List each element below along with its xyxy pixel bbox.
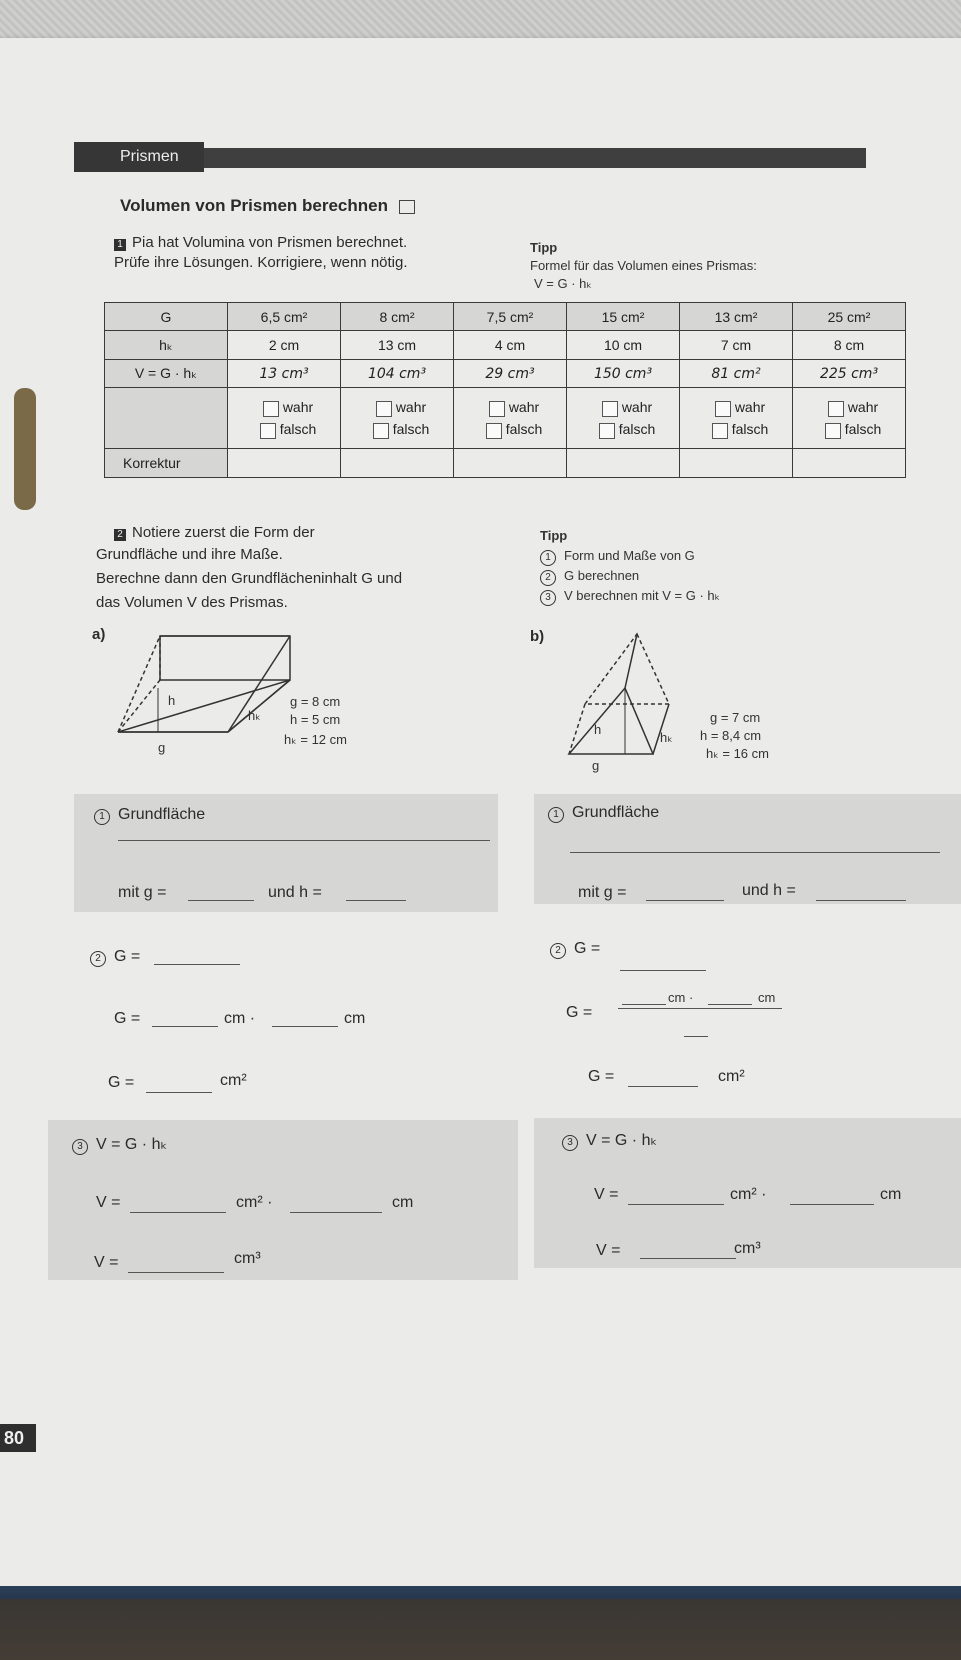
part-a-label: a) <box>92 626 106 643</box>
fig-a-hk-label: hₖ <box>248 708 261 723</box>
g-factor1-line-b[interactable] <box>622 1004 666 1005</box>
mitg-label-b: mit g = <box>578 884 627 901</box>
task2-text-1: Notiere zuerst die Form der <box>132 524 315 541</box>
check-cell-6 <box>793 388 906 449</box>
task1-number: 1 <box>114 239 126 251</box>
v-factor2-line-b[interactable] <box>790 1204 874 1205</box>
cell-g-5: 13 cm² <box>680 303 793 331</box>
cell-hk-4: 10 cm <box>567 331 680 359</box>
check-cell-1 <box>228 388 341 449</box>
step2-circle-a: 2 <box>90 951 106 967</box>
cell-v-2: 104 cm³ <box>341 359 454 387</box>
cell-v-4: 150 cm³ <box>567 359 680 387</box>
cm-a: cm <box>344 1010 366 1027</box>
cell-v-1: 13 cm³ <box>228 359 341 387</box>
mitg-label-a: mit g = <box>118 884 167 901</box>
correction-cell-5[interactable] <box>680 449 793 478</box>
g-answer-line-a[interactable] <box>188 900 254 901</box>
cell-hk-5: 7 cm <box>680 331 793 359</box>
g-answer-line-b[interactable] <box>646 900 724 901</box>
cell-hk-1: 2 cm <box>228 331 341 359</box>
b-given-g: g = 7 cm <box>710 710 761 725</box>
prism-figure-a <box>110 628 310 758</box>
tip-circle-3: 3 <box>540 590 556 606</box>
opt-false-3: falsch <box>505 421 543 438</box>
cm3-a: cm³ <box>234 1250 261 1267</box>
task2-line2: Grundfläche und ihre Maße. <box>96 546 283 563</box>
a-given-hk: hₖ = 12 cm <box>284 732 347 747</box>
v-eq-label-b: V = <box>594 1186 619 1203</box>
checkbox-false-3[interactable] <box>486 423 502 439</box>
shape-answer-line-b[interactable] <box>570 852 940 853</box>
opt-true-2: wahr <box>395 399 427 416</box>
opt-true-5: wahr <box>734 399 766 416</box>
cell-v-6: 225 cm³ <box>793 359 906 387</box>
cm-v-a: cm <box>392 1194 414 1211</box>
cm2-a: cm² <box>220 1072 247 1089</box>
cell-hk-3: 4 cm <box>454 331 567 359</box>
undh-label-a: und h = <box>268 884 322 901</box>
g-divisor-line-b[interactable] <box>684 1036 708 1037</box>
task2-tip-3-text: V berechnen mit V = G · hₖ <box>564 588 721 603</box>
opt-false-4: falsch <box>618 421 656 438</box>
h-answer-line-b[interactable] <box>816 900 906 901</box>
cell-hk-2: 13 cm <box>341 331 454 359</box>
fig-a-g-label: g <box>158 740 166 755</box>
task1-tip-label: Tipp <box>530 240 558 255</box>
cell-g-4: 15 cm² <box>567 303 680 331</box>
v-factor1-line-b[interactable] <box>628 1204 724 1205</box>
cm3-b: cm³ <box>734 1240 761 1257</box>
step3-circle-b: 3 <box>562 1135 578 1151</box>
shape-answer-line-a[interactable] <box>118 840 490 841</box>
checkbox-true-3[interactable] <box>489 401 505 417</box>
task2-line3: Berechne dann den Grundflächeninhalt G und <box>96 570 403 587</box>
row-label-correction: Korrektur <box>105 449 228 478</box>
task2-tip-3 <box>540 588 720 606</box>
checkbox-false-6[interactable] <box>825 423 841 439</box>
fig-b-g-label: g <box>592 758 600 773</box>
opt-true-1: wahr <box>282 399 314 416</box>
v-result-line-b[interactable] <box>640 1258 736 1259</box>
g-eq-label-a: G = <box>114 1010 141 1027</box>
cm-v-b: cm <box>880 1186 902 1203</box>
step1-text-b: Grundfläche <box>572 804 660 821</box>
step3-heading-a <box>72 1134 167 1155</box>
correction-cell-3[interactable] <box>454 449 567 478</box>
task2-tip-1 <box>540 548 695 566</box>
b-given-h: h = 8,4 cm <box>700 728 762 743</box>
correction-cell-1[interactable] <box>228 449 341 478</box>
v-factor1-line-a[interactable] <box>130 1212 226 1213</box>
cell-g-2: 8 cm² <box>341 303 454 331</box>
opt-false-1: falsch <box>279 421 317 438</box>
step3-text-b: V = G · hₖ <box>586 1132 658 1149</box>
correction-cell-2[interactable] <box>341 449 454 478</box>
g-formula-line-a[interactable] <box>154 964 240 965</box>
table-row-v <box>105 359 906 387</box>
header-tag: Prismen <box>74 142 204 172</box>
undh-label-b: und h = <box>742 882 796 899</box>
cm2-b: cm² <box>718 1068 745 1085</box>
binder-clip <box>14 388 36 510</box>
correction-cell-4[interactable] <box>567 449 680 478</box>
step1-circle-b: 1 <box>548 807 564 823</box>
g-eq-label-b: G = <box>566 1004 593 1021</box>
cell-g-1: 6,5 cm² <box>228 303 341 331</box>
step3-text-a: V = G · hₖ <box>96 1136 168 1153</box>
task1-tip-formula: V = G · hₖ <box>534 276 592 291</box>
fraction-bar-b <box>618 1008 782 1009</box>
a-given-g: g = 8 cm <box>290 694 341 709</box>
exercise-icon <box>399 200 415 214</box>
g-result-label-b: G = <box>588 1068 615 1085</box>
opt-true-6: wahr <box>847 399 879 416</box>
b-given-hk: hₖ = 16 cm <box>706 746 769 761</box>
task1-line2: Prüfe ihre Lösungen. Korrigiere, wenn nötig. <box>114 254 408 271</box>
opt-true-3: wahr <box>508 399 540 416</box>
solution-table <box>104 302 906 478</box>
table-row-check <box>105 388 906 449</box>
step3-heading-b <box>562 1130 657 1151</box>
cell-hk-6: 8 cm <box>793 331 906 359</box>
task2-line4: das Volumen V des Prismas. <box>96 594 288 611</box>
task2-tip-1-text: Form und Maße von G <box>564 548 695 563</box>
opt-true-4: wahr <box>621 399 653 416</box>
h-answer-line-a[interactable] <box>346 900 406 901</box>
g-factor1-line-a[interactable] <box>152 1026 218 1027</box>
cell-g-3: 7,5 cm² <box>454 303 567 331</box>
cell-v-3: 29 cm³ <box>454 359 567 387</box>
step1-text-a: Grundfläche <box>118 806 206 823</box>
checkbox-false-2[interactable] <box>373 423 389 439</box>
checkbox-true-4[interactable] <box>602 401 618 417</box>
step1-circle-a: 1 <box>94 809 110 825</box>
step2-text-b: G = <box>574 940 601 957</box>
fig-a-h-label: h <box>168 693 176 708</box>
g-factor2-line-a[interactable] <box>272 1026 338 1027</box>
tip-circle-1: 1 <box>540 550 556 566</box>
task2-tip-2-text: G berechnen <box>564 568 640 583</box>
step3-circle-a: 3 <box>72 1139 88 1155</box>
cm2-dot-a: cm² · <box>236 1194 273 1211</box>
checkbox-false-5[interactable] <box>712 423 728 439</box>
g-result-line-a[interactable] <box>146 1092 212 1093</box>
v-result-line-a[interactable] <box>128 1272 224 1273</box>
step1-heading-b <box>548 804 659 823</box>
opt-false-2: falsch <box>392 421 430 438</box>
prism-figure-b <box>565 628 705 768</box>
row-label-hk: hₖ <box>105 331 228 359</box>
check-cell-5 <box>680 388 793 449</box>
correction-cell-6[interactable] <box>793 449 906 478</box>
row-label-g: G <box>105 303 228 331</box>
opt-false-6: falsch <box>844 421 882 438</box>
page-number: 80 <box>0 1424 36 1452</box>
cell-v-5: 81 cm² <box>680 359 793 387</box>
a-given-h: h = 5 cm <box>290 712 341 727</box>
row-label-check <box>105 388 228 449</box>
row-label-v: V = G · hₖ <box>105 359 228 387</box>
step2-text-a: G = <box>114 948 141 965</box>
table-surface <box>0 1586 961 1660</box>
section-title-text: Volumen von Prismen berechnen <box>120 196 388 215</box>
step2-heading-b <box>550 940 600 959</box>
part-b-label: b) <box>530 628 545 645</box>
g-formula-line-b[interactable] <box>620 970 706 971</box>
task2-number: 2 <box>114 529 126 541</box>
g-result-label-a: G = <box>108 1074 135 1091</box>
cm-b: cm <box>758 990 776 1005</box>
checkbox-true-6[interactable] <box>828 401 844 417</box>
check-cell-3 <box>454 388 567 449</box>
v-factor2-line-a[interactable] <box>290 1212 382 1213</box>
tip-circle-2: 2 <box>540 570 556 586</box>
check-cell-4 <box>567 388 680 449</box>
step2-circle-b: 2 <box>550 943 566 959</box>
v-eq-label-a: V = <box>96 1194 121 1211</box>
table-row-correction <box>105 449 906 478</box>
checkbox-false-1[interactable] <box>260 423 276 439</box>
fig-b-hk-label: hₖ <box>660 730 673 745</box>
section-title <box>120 196 415 216</box>
fig-b-h-label: h <box>594 722 602 737</box>
table-row-g <box>105 303 906 331</box>
checkbox-true-2[interactable] <box>376 401 392 417</box>
cm2-dot-b: cm² · <box>730 1186 767 1203</box>
g-result-line-b[interactable] <box>628 1086 698 1087</box>
opt-false-5: falsch <box>731 421 769 438</box>
task1-text-1: Pia hat Volumina von Prismen berechnet. <box>132 234 408 251</box>
cm-dot-a: cm · <box>224 1010 256 1027</box>
checkbox-false-4[interactable] <box>599 423 615 439</box>
cell-g-6: 25 cm² <box>793 303 906 331</box>
task1-tip-text: Formel für das Volumen eines Prismas: <box>530 258 757 273</box>
v-result-label-b: V = <box>596 1242 621 1259</box>
task1-line1 <box>114 234 407 251</box>
table-row-hk <box>105 331 906 359</box>
step1-heading-a <box>94 806 205 825</box>
v-result-label-a: V = <box>94 1254 119 1271</box>
task2-line1 <box>114 524 315 541</box>
checkbox-true-5[interactable] <box>715 401 731 417</box>
task2-tip-label: Tipp <box>540 528 568 543</box>
task2-tip-2 <box>540 568 639 586</box>
check-cell-2 <box>341 388 454 449</box>
checkbox-true-1[interactable] <box>263 401 279 417</box>
step2-heading-a <box>90 948 140 967</box>
g-factor2-line-b[interactable] <box>708 1004 752 1005</box>
cm-dot-b: cm · <box>668 990 694 1005</box>
